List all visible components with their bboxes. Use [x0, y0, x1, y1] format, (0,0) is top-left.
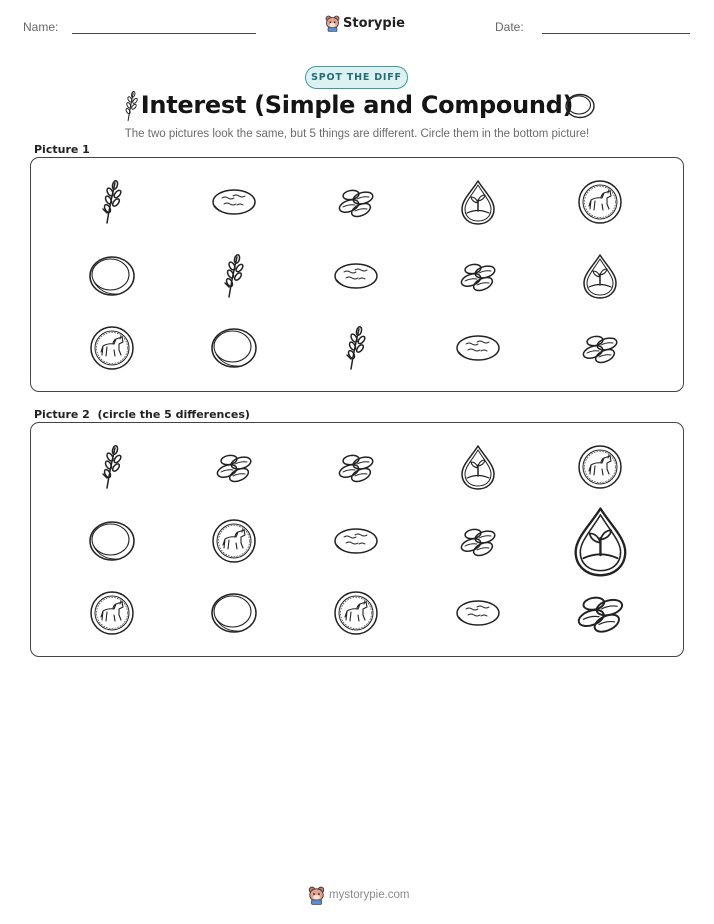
wheat-icon[interactable]: [100, 444, 124, 490]
seeds-icon: [335, 186, 377, 218]
seed-drop-icon[interactable]: [571, 504, 630, 578]
brand-logo: [325, 13, 405, 33]
name-label: Name:: [23, 20, 59, 34]
seed-drop-icon[interactable]: [459, 443, 497, 491]
footer: [308, 884, 410, 906]
brand-name: Storypie: [343, 15, 405, 31]
cookie-icon[interactable]: [333, 527, 379, 555]
picture1-panel: [30, 157, 684, 392]
coin-icon: [88, 255, 136, 297]
horse-coin-icon[interactable]: [211, 518, 257, 564]
picture1-label: Picture 1: [34, 143, 90, 156]
seed-drop-icon: [459, 178, 497, 226]
seeds-icon[interactable]: [457, 525, 499, 557]
coin-icon[interactable]: [210, 592, 258, 634]
footer-url[interactable]: mystorypie.com: [329, 889, 410, 901]
date-label: Date:: [495, 20, 524, 34]
cookie-icon: [455, 334, 501, 362]
horse-coin-icon[interactable]: [89, 590, 135, 636]
cookie-icon: [211, 188, 257, 216]
bear-mascot-icon: [308, 886, 325, 905]
coin-icon: [210, 327, 258, 369]
cookie-icon[interactable]: [455, 599, 501, 627]
coin-icon: [564, 92, 596, 120]
horse-coin-icon: [89, 325, 135, 371]
bear-mascot-icon: [325, 15, 340, 32]
coin-icon[interactable]: [88, 520, 136, 562]
picture2-label: Picture 2 (circle the 5 differences): [34, 408, 250, 421]
horse-coin-icon[interactable]: [577, 444, 623, 490]
horse-coin-icon: [577, 179, 623, 225]
page-title: Interest (Simple and Compound): [140, 91, 574, 119]
wheat-icon: [344, 325, 368, 371]
seeds-icon: [457, 260, 499, 292]
seeds-icon[interactable]: [335, 451, 377, 483]
spot-the-diff-badge: SPOT THE DIFF: [305, 66, 408, 89]
instructions: The two pictures look the same, but 5 things are different. Circle them in the bottom picture!: [124, 128, 590, 140]
date-line[interactable]: [542, 33, 690, 34]
seeds-icon: [579, 332, 621, 364]
horse-coin-icon[interactable]: [333, 590, 379, 636]
wheat-icon: [100, 179, 124, 225]
seeds-icon[interactable]: [573, 592, 628, 634]
name-line[interactable]: [72, 33, 256, 34]
picture2-panel[interactable]: [30, 422, 684, 657]
seeds-icon[interactable]: [213, 451, 255, 483]
cookie-icon: [333, 262, 379, 290]
wheat-icon: [222, 253, 246, 299]
seed-drop-icon: [581, 252, 619, 300]
